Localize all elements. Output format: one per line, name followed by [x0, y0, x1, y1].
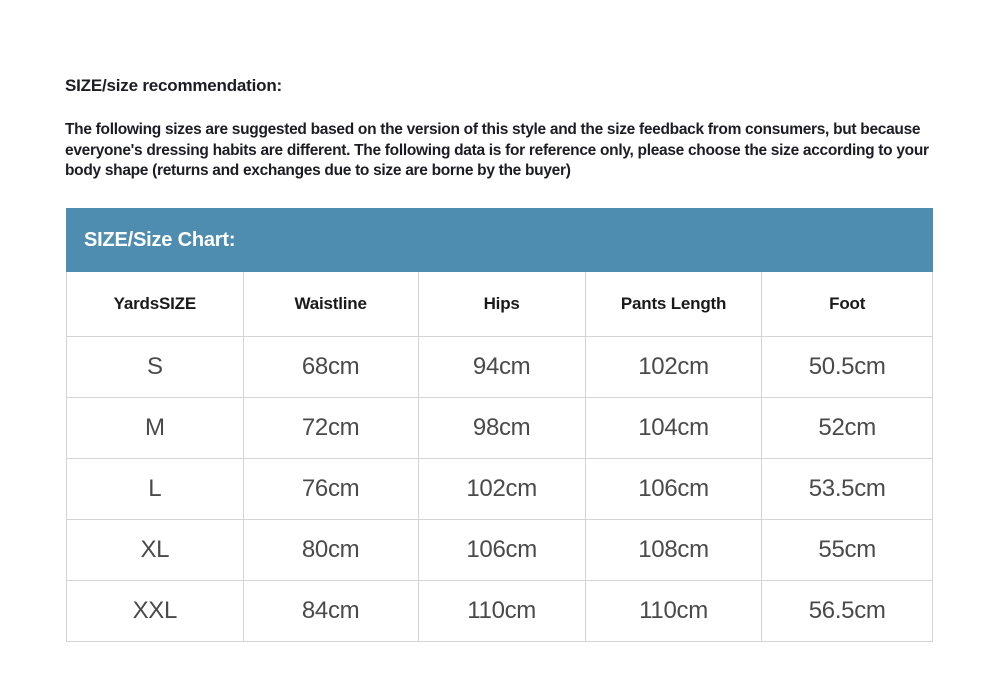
- hips-cell: 98cm: [418, 397, 585, 458]
- waistline-cell: 72cm: [243, 397, 418, 458]
- size-recommendation-paragraph: The following sizes are suggested based on the version of this style and the size feedback from consumers, but because everyone's dressing habits are different. The following data is for reference only, please choose the size according to your body shape (returns and exchanges due to size are borne by the buyer): [65, 121, 929, 179]
- waistline-cell: 80cm: [243, 519, 418, 580]
- size-chart-title: SIZE/Size Chart:: [84, 228, 236, 251]
- size-cell: S: [67, 336, 244, 397]
- size-chart-banner: [66, 208, 933, 272]
- hips-cell: 106cm: [418, 519, 585, 580]
- waistline-cell: 84cm: [243, 580, 418, 641]
- waistline-cell: 76cm: [243, 458, 418, 519]
- pants-length-cell: 102cm: [585, 336, 762, 397]
- pants-length-cell: 108cm: [585, 519, 762, 580]
- foot-cell: 56.5cm: [762, 580, 933, 641]
- size-cell: M: [67, 397, 244, 458]
- column-header-pants-length: Pants Length: [585, 272, 762, 336]
- size-cell: XXL: [67, 580, 244, 641]
- column-header-size: YardsSIZE: [67, 272, 244, 336]
- foot-cell: 55cm: [762, 519, 933, 580]
- pants-length-cell: 104cm: [585, 397, 762, 458]
- table-row: [67, 458, 933, 519]
- hips-cell: 102cm: [418, 458, 585, 519]
- size-cell: XL: [67, 519, 244, 580]
- table-row: [67, 336, 933, 397]
- column-header-foot: Foot: [762, 272, 933, 336]
- size-cell: L: [67, 458, 244, 519]
- column-header-hips: Hips: [418, 272, 585, 336]
- foot-cell: 50.5cm: [762, 336, 933, 397]
- pants-length-cell: 106cm: [585, 458, 762, 519]
- foot-cell: 52cm: [762, 397, 933, 458]
- hips-cell: 94cm: [418, 336, 585, 397]
- hips-cell: 110cm: [418, 580, 585, 641]
- size-chart-table: [66, 272, 933, 642]
- size-recommendation-heading: SIZE/size recommendation:: [65, 76, 282, 95]
- table-row: [67, 580, 933, 641]
- waistline-cell: 68cm: [243, 336, 418, 397]
- table-row: [67, 397, 933, 458]
- column-header-waistline: Waistline: [243, 272, 418, 336]
- size-chart-panel: [66, 208, 933, 642]
- pants-length-cell: 110cm: [585, 580, 762, 641]
- table-header-row: [67, 272, 933, 336]
- foot-cell: 53.5cm: [762, 458, 933, 519]
- table-row: [67, 519, 933, 580]
